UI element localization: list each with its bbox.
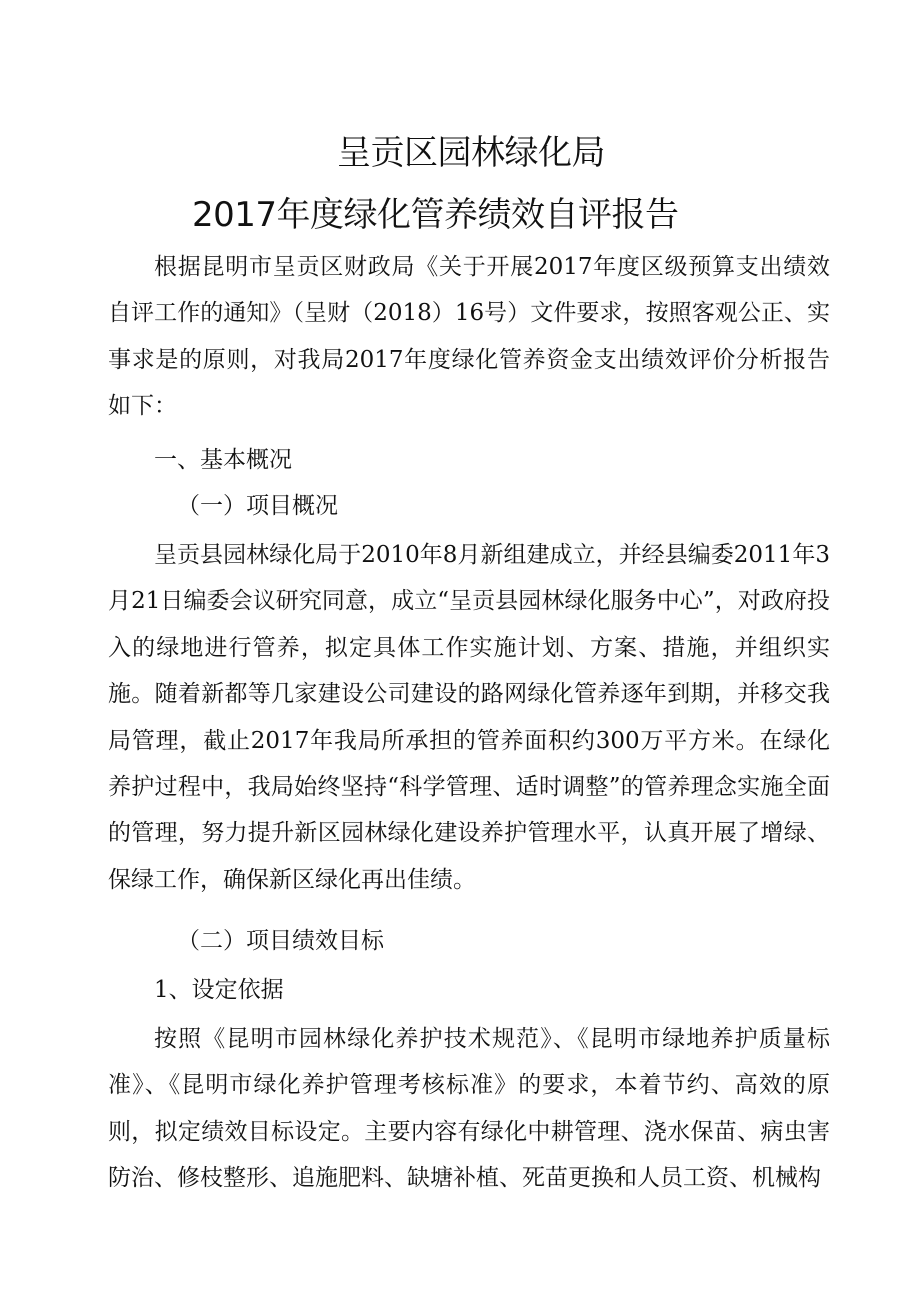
item-heading-basis: 1、设定依据 xyxy=(154,977,284,1003)
project-overview-paragraph: 呈贡县园林绿化局于2010年8月新组建成立，并经县编委2011年3月21日编委会议研究同意，成立“呈贡县园林绿化服务中心”，对政府投入的绿地进行管养，拟定具体工作实施计划、方案、措施，并组织实施。随着新都等几家建设公司建设的路网绿化管养逐年到期，并移交我局管理，截止2017年我局所承担的管养面积约300万平方米。在绿化养护过程中，我局始终坚持“科学管理、适时调整”的管养理念实施全面的管理，努力提升新区园林绿化建设养护管理水平，认真开展了增绿、保绿工作，确保新区绿化再出佳绩。 xyxy=(108,542,830,893)
basis-paragraph: 按照《昆明市园林绿化养护技术规范》、《昆明市绿地养护质量标准》、《昆明市绿化养护管理考核标准》的要求，本着节约、高效的原则，拟定绩效目标设定。主要内容有绿化中耕管理、浇水保苗、病虫害防治、修枝整形、追施肥料、缺塘补植、死苗更换和人员工资、机械构 xyxy=(108,1026,830,1192)
document-title-line1: 呈贡区园林绿化局 xyxy=(337,133,605,173)
intro-paragraph: 根据昆明市呈贡区财政局《关于开展2017年度区级预算支出绩效自评工作的通知》（呈财（2018）16号）文件要求，按照客观公正、实事求是的原则，对我局2017年度绿化管养资金支出绩效评价分析报告如下： xyxy=(108,254,830,420)
subsection-heading-project-overview: （一）项目概况 xyxy=(177,493,338,519)
document-title-line2: 2017年度绿化管养绩效自评报告 xyxy=(192,195,679,235)
section-heading-basic-overview: 一、基本概况 xyxy=(154,447,292,473)
subsection-heading-performance-goals: （二）项目绩效目标 xyxy=(177,928,384,954)
